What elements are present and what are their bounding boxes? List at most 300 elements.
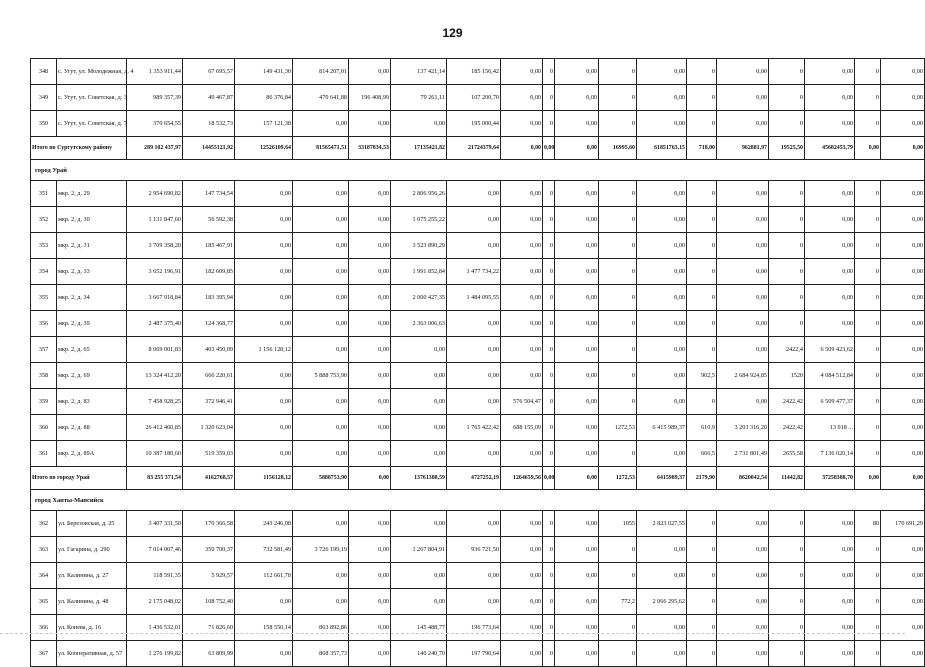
- value-cell: 0,00: [349, 337, 391, 363]
- value-cell: 0,00: [501, 441, 543, 467]
- total-cell: 11442,82: [769, 467, 805, 490]
- value-cell: 0: [543, 511, 555, 537]
- row-number-cell: 348: [31, 59, 57, 85]
- value-cell: 13 324 412,20: [127, 363, 183, 389]
- value-cell: 0,00: [293, 207, 349, 233]
- value-cell: 0: [599, 59, 637, 85]
- value-cell: 688 155,09: [501, 415, 543, 441]
- table-row: [31, 233, 925, 259]
- address-cell: мкр. 2, д. 33: [57, 259, 127, 285]
- value-cell: 0,00: [555, 441, 599, 467]
- address-cell: мкр. 2, д. 34: [57, 285, 127, 311]
- value-cell: 0,00: [501, 311, 543, 337]
- value-cell: 0,00: [293, 441, 349, 467]
- value-cell: 0,00: [717, 111, 769, 137]
- value-cell: 0: [543, 537, 555, 563]
- value-cell: 4 084 512,84: [805, 363, 855, 389]
- value-cell: 1272,53: [599, 415, 637, 441]
- value-cell: 0,00: [501, 537, 543, 563]
- address-cell: мкр. 2, д. 89А: [57, 441, 127, 467]
- value-cell: 0,00: [349, 441, 391, 467]
- row-number-cell: 352: [31, 207, 57, 233]
- value-cell: 1 765 422,42: [447, 415, 501, 441]
- value-cell: 3 523 890,29: [391, 233, 447, 259]
- value-cell: 0,00: [555, 111, 599, 137]
- value-cell: 0,00: [555, 337, 599, 363]
- value-cell: 0,00: [637, 207, 687, 233]
- value-cell: 0: [855, 415, 881, 441]
- value-cell: 0,00: [881, 389, 925, 415]
- value-cell: 2 684 924,85: [717, 363, 769, 389]
- value-cell: 0: [543, 111, 555, 137]
- value-cell: 0: [687, 259, 717, 285]
- value-cell: 0,00: [881, 59, 925, 85]
- address-cell: мкр. 2, д. 39: [57, 311, 127, 337]
- value-cell: 0,00: [637, 389, 687, 415]
- value-cell: 370 654,55: [127, 111, 183, 137]
- value-cell: 7 136 020,14: [805, 441, 855, 467]
- value-cell: 18 532,73: [183, 111, 235, 137]
- total-cell: 1156128,12: [235, 467, 293, 490]
- value-cell: 0,00: [717, 563, 769, 589]
- address-cell: ул. Конева, д. 16: [57, 615, 127, 641]
- total-cell: 14455121,92: [183, 137, 235, 160]
- value-cell: 0,00: [235, 363, 293, 389]
- value-cell: 0,00: [391, 511, 447, 537]
- value-cell: 0,00: [555, 207, 599, 233]
- value-cell: 0: [855, 85, 881, 111]
- total-label: Итого по Сургутскому району: [31, 137, 127, 160]
- value-cell: 0: [543, 285, 555, 311]
- value-cell: 1055: [599, 511, 637, 537]
- value-cell: 0,00: [881, 259, 925, 285]
- value-cell: 0: [687, 389, 717, 415]
- value-cell: 0,00: [881, 615, 925, 641]
- value-cell: 0: [769, 59, 805, 85]
- value-cell: 0: [687, 181, 717, 207]
- value-cell: 0,00: [501, 259, 543, 285]
- table-row: [31, 207, 925, 233]
- value-cell: 7 014 007,46: [127, 537, 183, 563]
- value-cell: 0,00: [501, 589, 543, 615]
- address-cell: мкр. 2, д. 65: [57, 337, 127, 363]
- address-cell: ул. Гагарина, д. 290: [57, 537, 127, 563]
- total-cell: 0,00: [349, 467, 391, 490]
- total-cell: 61851763,15: [637, 137, 687, 160]
- table-row: [31, 641, 925, 667]
- value-cell: 0: [543, 415, 555, 441]
- total-cell: 33187834,53: [349, 137, 391, 160]
- value-cell: 0,00: [805, 207, 855, 233]
- value-cell: 0: [855, 181, 881, 207]
- value-cell: 772,2: [599, 589, 637, 615]
- value-cell: 0,00: [235, 285, 293, 311]
- value-cell: 0: [769, 233, 805, 259]
- value-cell: 0,00: [293, 311, 349, 337]
- value-cell: 0,00: [881, 415, 925, 441]
- value-cell: 1 075 255,22: [391, 207, 447, 233]
- value-cell: 86 376,84: [235, 85, 293, 111]
- value-cell: 0,00: [555, 311, 599, 337]
- address-cell: мкр. 2, д. 69: [57, 363, 127, 389]
- value-cell: 0,00: [637, 537, 687, 563]
- value-cell: 0: [687, 311, 717, 337]
- value-cell: 0: [687, 111, 717, 137]
- value-cell: 0,00: [805, 233, 855, 259]
- value-cell: 0,00: [235, 641, 293, 667]
- value-cell: 0: [543, 311, 555, 337]
- value-cell: 170 366,58: [183, 511, 235, 537]
- value-cell: 0,00: [391, 389, 447, 415]
- value-cell: 0,00: [717, 85, 769, 111]
- value-cell: 936 721,50: [447, 537, 501, 563]
- value-cell: 0,00: [637, 363, 687, 389]
- table-row: [31, 511, 925, 537]
- value-cell: 576 504,47: [501, 389, 543, 415]
- total-cell: 718,00: [687, 137, 717, 160]
- value-cell: 0,00: [501, 85, 543, 111]
- row-number-cell: 354: [31, 259, 57, 285]
- group-header-row: [31, 490, 925, 511]
- value-cell: 0,00: [881, 111, 925, 137]
- value-cell: 6 415 989,37: [637, 415, 687, 441]
- value-cell: 0: [687, 641, 717, 667]
- value-cell: 0: [687, 337, 717, 363]
- total-cell: 0,00: [881, 137, 925, 160]
- value-cell: 0: [599, 259, 637, 285]
- value-cell: 0,00: [293, 285, 349, 311]
- value-cell: 0,00: [805, 285, 855, 311]
- value-cell: 0,00: [637, 59, 687, 85]
- total-cell: 83 255 371,54: [127, 467, 183, 490]
- value-cell: 7 458 928,25: [127, 389, 183, 415]
- value-cell: 0: [855, 563, 881, 589]
- value-cell: 0,00: [637, 641, 687, 667]
- value-cell: 0,00: [717, 59, 769, 85]
- value-cell: 0,00: [349, 207, 391, 233]
- total-cell: 2179,90: [687, 467, 717, 490]
- value-cell: 0,00: [349, 389, 391, 415]
- value-cell: 0,00: [501, 207, 543, 233]
- row-number-cell: 359: [31, 389, 57, 415]
- address-cell: ул. Калинина, д. 27: [57, 563, 127, 589]
- value-cell: 124 368,77: [183, 311, 235, 337]
- value-cell: 196 408,99: [349, 85, 391, 111]
- value-cell: 0: [599, 363, 637, 389]
- value-cell: 0: [543, 563, 555, 589]
- value-cell: 0: [543, 233, 555, 259]
- row-number-cell: 358: [31, 363, 57, 389]
- address-cell: с. Угут, ул. Советская, д. 7: [57, 111, 127, 137]
- value-cell: 0,00: [391, 111, 447, 137]
- value-cell: 0: [599, 181, 637, 207]
- value-cell: 0,00: [501, 233, 543, 259]
- value-cell: 0,00: [501, 641, 543, 667]
- table-row: [31, 615, 925, 641]
- value-cell: 0: [543, 207, 555, 233]
- value-cell: 1 991 852,84: [391, 259, 447, 285]
- value-cell: 0,00: [235, 389, 293, 415]
- value-cell: 0,00: [555, 181, 599, 207]
- value-cell: 0,00: [637, 441, 687, 467]
- value-cell: 0,00: [881, 537, 925, 563]
- address-cell: ул. Кооперативная, д. 57: [57, 641, 127, 667]
- value-cell: 0: [769, 563, 805, 589]
- total-cell: 1272,53: [599, 467, 637, 490]
- value-cell: 0,00: [501, 615, 543, 641]
- value-cell: 195 000,44: [447, 111, 501, 137]
- value-cell: 158 550,14: [235, 615, 293, 641]
- value-cell: 0,00: [293, 111, 349, 137]
- value-cell: 0,00: [447, 337, 501, 363]
- value-cell: 0,00: [805, 537, 855, 563]
- value-cell: 0: [687, 615, 717, 641]
- value-cell: 3 667 918,84: [127, 285, 183, 311]
- value-cell: 0,00: [805, 111, 855, 137]
- value-cell: 112 661,78: [235, 563, 293, 589]
- value-cell: 0: [769, 111, 805, 137]
- value-cell: 0,00: [717, 233, 769, 259]
- value-cell: 0,00: [805, 311, 855, 337]
- value-cell: 1 156 128,12: [235, 337, 293, 363]
- value-cell: 0,00: [235, 441, 293, 467]
- value-cell: 0,00: [447, 389, 501, 415]
- value-cell: 0: [687, 511, 717, 537]
- value-cell: 79 261,11: [391, 85, 447, 111]
- value-cell: 0: [855, 441, 881, 467]
- value-cell: 0,00: [555, 363, 599, 389]
- value-cell: 2 175 048,02: [127, 589, 183, 615]
- total-label: Итого по городу Урай: [31, 467, 127, 490]
- total-row: [31, 137, 925, 160]
- table-row: [31, 589, 925, 615]
- value-cell: 868 357,73: [293, 641, 349, 667]
- value-cell: 3 652 196,91: [127, 259, 183, 285]
- value-cell: 0,00: [881, 441, 925, 467]
- table-row: [31, 415, 925, 441]
- value-cell: 0,00: [501, 563, 543, 589]
- value-cell: 1 276 199,82: [127, 641, 183, 667]
- value-cell: 0: [769, 537, 805, 563]
- value-cell: 0,00: [881, 589, 925, 615]
- value-cell: 0,00: [235, 207, 293, 233]
- address-cell: мкр. 2, д. 30: [57, 207, 127, 233]
- table-row: [31, 311, 925, 337]
- value-cell: 0,00: [447, 233, 501, 259]
- total-cell: 4162768,57: [183, 467, 235, 490]
- value-cell: 0,00: [447, 311, 501, 337]
- value-cell: 0: [855, 207, 881, 233]
- page-number: 129: [442, 26, 463, 40]
- value-cell: 0: [543, 615, 555, 641]
- value-cell: 0,00: [881, 181, 925, 207]
- value-cell: 0,00: [805, 181, 855, 207]
- total-cell: 0,00: [543, 137, 555, 160]
- value-cell: 1 436 532,01: [127, 615, 183, 641]
- value-cell: 145 488,77: [391, 615, 447, 641]
- total-cell: 17135421,82: [391, 137, 447, 160]
- value-cell: 0,00: [293, 589, 349, 615]
- value-cell: 0,00: [805, 641, 855, 667]
- value-cell: 0,00: [447, 363, 501, 389]
- value-cell: 0: [599, 563, 637, 589]
- value-cell: 107 200,70: [447, 85, 501, 111]
- value-cell: 0,00: [293, 259, 349, 285]
- value-cell: 118 591,35: [127, 563, 183, 589]
- address-cell: ул. Калинина, д. 48: [57, 589, 127, 615]
- value-cell: 0,00: [447, 563, 501, 589]
- value-cell: 0: [769, 181, 805, 207]
- value-cell: 0: [769, 615, 805, 641]
- value-cell: 10 387 180,60: [127, 441, 183, 467]
- value-cell: 0,00: [717, 259, 769, 285]
- value-cell: 0,00: [235, 415, 293, 441]
- table-row: [31, 285, 925, 311]
- value-cell: 0,00: [555, 415, 599, 441]
- value-cell: 0,00: [637, 563, 687, 589]
- value-cell: 470 641,88: [293, 85, 349, 111]
- value-cell: 0,00: [501, 363, 543, 389]
- value-cell: 80: [855, 511, 881, 537]
- value-cell: 3 203 316,20: [717, 415, 769, 441]
- address-cell: с. Угут, ул. Молодежная, д. 4: [57, 59, 127, 85]
- value-cell: 0,00: [235, 589, 293, 615]
- value-cell: 185 467,91: [183, 233, 235, 259]
- value-cell: 1 320 623,04: [183, 415, 235, 441]
- total-cell: 19525,50: [769, 137, 805, 160]
- value-cell: 63 809,99: [183, 641, 235, 667]
- total-row: [31, 467, 925, 490]
- total-cell: 1264659,56: [501, 467, 543, 490]
- value-cell: 0,00: [805, 85, 855, 111]
- value-cell: 0,00: [235, 259, 293, 285]
- value-cell: 0: [543, 85, 555, 111]
- value-cell: 0: [599, 311, 637, 337]
- total-cell: 81565471,51: [293, 137, 349, 160]
- value-cell: 5 888 753,90: [293, 363, 349, 389]
- row-number-cell: 367: [31, 641, 57, 667]
- group-header-row: [31, 160, 925, 181]
- value-cell: 0,00: [881, 85, 925, 111]
- value-cell: 3 407 331,50: [127, 511, 183, 537]
- value-cell: 197 790,64: [447, 641, 501, 667]
- capital-repair-register-table: [30, 58, 925, 667]
- value-cell: 0: [599, 441, 637, 467]
- value-cell: 0: [543, 181, 555, 207]
- value-cell: 0,00: [637, 233, 687, 259]
- row-number-cell: 350: [31, 111, 57, 137]
- value-cell: 0: [687, 85, 717, 111]
- value-cell: 0: [543, 337, 555, 363]
- value-cell: 372 946,41: [183, 389, 235, 415]
- table-row: [31, 563, 925, 589]
- value-cell: 0,00: [349, 59, 391, 85]
- row-number-cell: 362: [31, 511, 57, 537]
- value-cell: 0,00: [637, 615, 687, 641]
- total-cell: 0,00: [501, 137, 543, 160]
- value-cell: 185 156,42: [447, 59, 501, 85]
- value-cell: 0,00: [555, 615, 599, 641]
- value-cell: 0,00: [501, 337, 543, 363]
- value-cell: 149 431,30: [235, 59, 293, 85]
- value-cell: 108 752,40: [183, 589, 235, 615]
- value-cell: 0,00: [293, 389, 349, 415]
- total-cell: 289 102 437,97: [127, 137, 183, 160]
- value-cell: 0,00: [555, 233, 599, 259]
- value-cell: 0: [599, 85, 637, 111]
- value-cell: 49 467,87: [183, 85, 235, 111]
- value-cell: 0,00: [349, 563, 391, 589]
- value-cell: 0,00: [717, 337, 769, 363]
- row-number-cell: 361: [31, 441, 57, 467]
- value-cell: 0,00: [881, 337, 925, 363]
- value-cell: 0,00: [805, 615, 855, 641]
- value-cell: 0,00: [293, 415, 349, 441]
- value-cell: 0: [599, 537, 637, 563]
- value-cell: 0,00: [555, 389, 599, 415]
- value-cell: 0,00: [717, 389, 769, 415]
- value-cell: 183 395,94: [183, 285, 235, 311]
- value-cell: 8 069 001,83: [127, 337, 183, 363]
- value-cell: 2 731 801,49: [717, 441, 769, 467]
- value-cell: 0: [769, 311, 805, 337]
- value-cell: 0,00: [349, 111, 391, 137]
- value-cell: 0: [855, 233, 881, 259]
- value-cell: 0: [687, 285, 717, 311]
- value-cell: 0: [599, 389, 637, 415]
- value-cell: 0: [769, 85, 805, 111]
- value-cell: 0: [543, 59, 555, 85]
- scan-edge-line: [0, 633, 905, 634]
- value-cell: 0,00: [555, 259, 599, 285]
- value-cell: 0,00: [717, 181, 769, 207]
- address-cell: мкр. 2, д. 88: [57, 415, 127, 441]
- value-cell: 0,00: [555, 641, 599, 667]
- row-number-cell: 355: [31, 285, 57, 311]
- value-cell: 814 207,01: [293, 59, 349, 85]
- table-row: [31, 389, 925, 415]
- value-cell: 0,00: [293, 563, 349, 589]
- row-number-cell: 365: [31, 589, 57, 615]
- value-cell: 350 700,37: [183, 537, 235, 563]
- value-cell: 0: [687, 207, 717, 233]
- total-cell: 0,00: [855, 137, 881, 160]
- value-cell: 56 592,38: [183, 207, 235, 233]
- value-cell: 0,00: [555, 85, 599, 111]
- table-row: [31, 337, 925, 363]
- value-cell: 0,00: [391, 415, 447, 441]
- value-cell: 0,00: [349, 363, 391, 389]
- row-number-cell: 363: [31, 537, 57, 563]
- value-cell: 0,00: [501, 111, 543, 137]
- value-cell: 0,00: [637, 181, 687, 207]
- value-cell: 0,00: [717, 285, 769, 311]
- value-cell: 0,00: [391, 363, 447, 389]
- value-cell: 2422,4: [769, 337, 805, 363]
- value-cell: 0,00: [717, 207, 769, 233]
- value-cell: 2655,58: [769, 441, 805, 467]
- value-cell: 0: [599, 285, 637, 311]
- total-cell: 37258388,70: [805, 467, 855, 490]
- value-cell: 0: [543, 389, 555, 415]
- value-cell: 0,00: [717, 641, 769, 667]
- total-cell: 4727252,19: [447, 467, 501, 490]
- total-cell: 45682453,79: [805, 137, 855, 160]
- value-cell: 732 581,49: [235, 537, 293, 563]
- value-cell: 0,00: [555, 59, 599, 85]
- value-cell: 0: [599, 615, 637, 641]
- value-cell: 182 609,85: [183, 259, 235, 285]
